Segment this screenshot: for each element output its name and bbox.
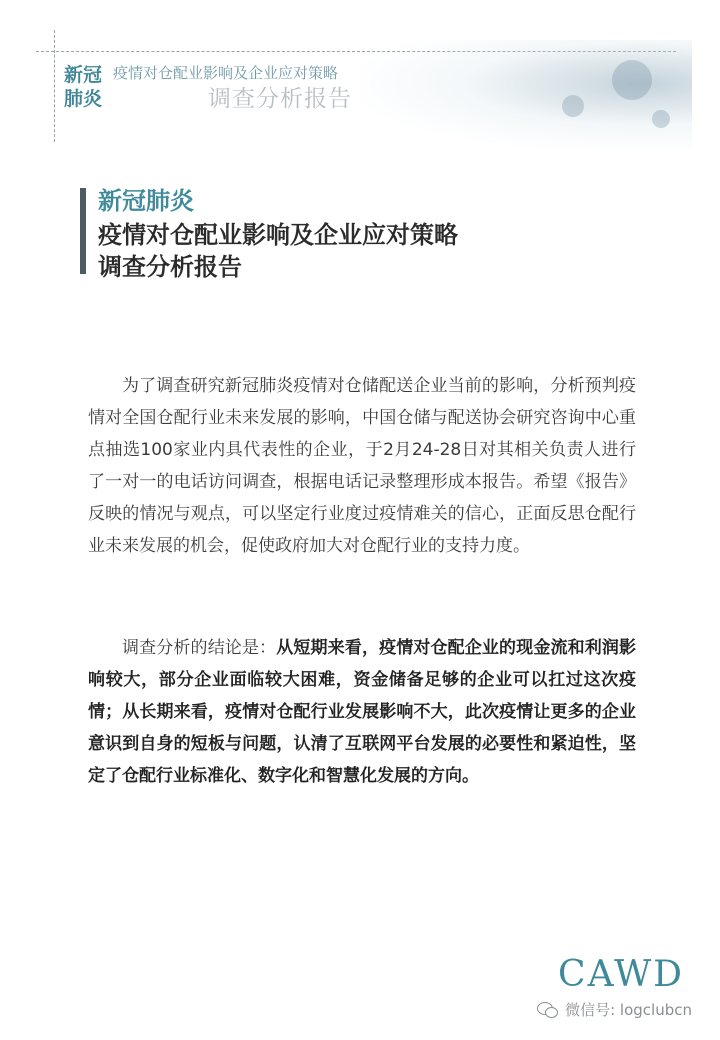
body-paragraph-2 xyxy=(88,632,636,792)
title-line-2: 疫情对仓配业影响及企业应对策略 xyxy=(98,221,458,249)
cawd-logo: CAWD xyxy=(558,954,684,995)
title-line-1: 新冠肺炎 xyxy=(98,187,194,215)
header-subtitle: 疫情对仓配业影响及企业应对策略 xyxy=(113,64,339,82)
header-vertical-divider xyxy=(54,30,55,142)
header-report-label: 调查分析报告 xyxy=(208,86,352,112)
virus-background-image xyxy=(362,40,692,150)
wechat-icon xyxy=(537,1001,559,1019)
title-line-3: 调查分析报告 xyxy=(98,253,242,281)
wechat-id xyxy=(537,999,692,1021)
body-paragraph-1: 为了调查研究新冠肺炎疫情对仓储配送企业当前的影响，分析预判疫情对全国仓配行业未来发展的影响，中国仓储与配送协会研究咨询中心重点抽选100家业内具代表性的企业，于2月24-28日对其相关负责人进行了一对一的电话访问调查，根据电话记录整理形成本报告。希望《报告》反映的情况与观点，可以坚定行业度过疫情难关的信心，正面反思仓配行业未来发展的机会，促使政府加大对仓配行业的支持力度。 xyxy=(88,376,636,556)
paragraph-2-conclusion: 从短期来看，疫情对仓配企业的现金流和利润影响较大，部分企业面临较大困难，资金储备足够的企业可以扛过这次疫情；从长期来看，疫情对仓配行业发展影响不大，此次疫情让更多的企业意识到自身的短板与问题，认清了互联网平台发展的必要性和紧迫性，坚定了仓配行业标准化、数字化和智慧化发展的方向。 xyxy=(88,638,637,786)
header-tag: 新冠肺炎 xyxy=(64,64,103,110)
paragraph-2-lead: 调查分析的结论是： xyxy=(122,638,277,658)
title-accent-bar xyxy=(80,188,86,274)
wechat-id-text: 微信号: logclubcn xyxy=(565,1001,692,1019)
